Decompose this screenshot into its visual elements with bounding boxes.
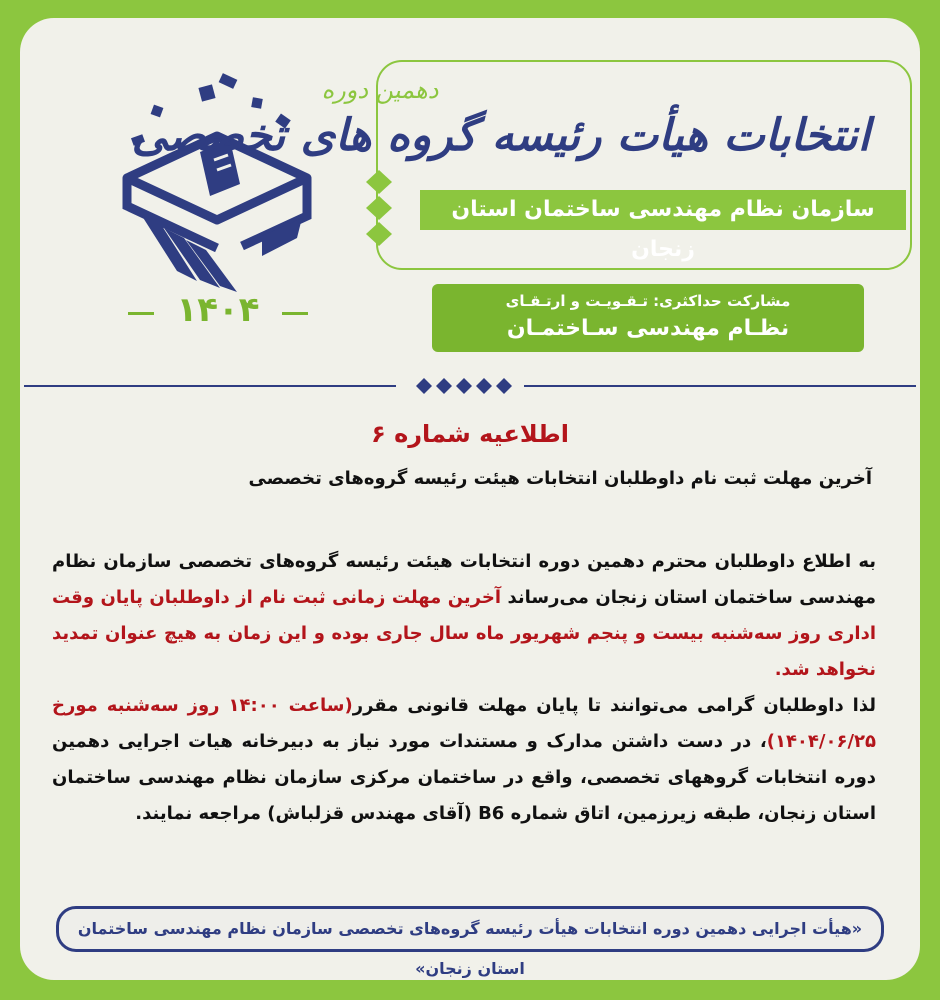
- year-text: ۱۴۰۴: [176, 290, 260, 330]
- ballot-box-logo: [102, 66, 332, 296]
- announcement-body: [52, 544, 876, 832]
- announcement-title: اطلاعیه شماره ۶: [371, 420, 569, 448]
- year-dash-right: [282, 312, 308, 315]
- participation-banner: [432, 284, 864, 352]
- paragraph-1-text: به اطلاع داوطلبان محترم دهمین دوره انتخابات هیئت رئیسه گروه‌های تخصصی سازمان نظام مهندسی ساختمان استان زنجان می‌رساند: [52, 551, 876, 608]
- section-divider: [20, 375, 920, 397]
- announcement-card: [20, 18, 920, 980]
- participation-slogan: مشارکت حداکثری: تـقـویـت و ارتـقـای: [505, 292, 791, 310]
- paragraph-2: [52, 688, 876, 832]
- announcement-subtitle: آخرین مهلت ثبت نام داوطلبان انتخابات هیئت رئیسه گروه‌های تخصصی: [248, 468, 872, 489]
- paragraph-2-text-b: ، در دست داشتن مدارک و مستندات مورد نیاز به دبیرخانه هیات اجرایی دهمین دوره انتخابات گروههای تخصصی، واقع در ساختمان مرکزی سازمان نظام مهندسی ساختمان استان زنجان، طبقه زیرزمین، اتاق شماره B6 (آقای مهندس قزلباش) مراجعه نمایند.: [52, 731, 876, 824]
- organization-banner: سازمان نظام مهندسی ساختمان استان زنجان: [420, 190, 906, 230]
- year-badge: [128, 290, 308, 348]
- diamond-decoration-icon: [362, 168, 396, 246]
- signature-footer: «هیأت اجرایی دهمین دوره انتخابات هیأت رئیسه گروه‌های تخصصی سازمان نظام مهندسی ساختمان استان زنجان»: [56, 906, 884, 952]
- paragraph-2-text-a: لذا داوطلبان گرامی می‌توانند تا پایان مهلت قانونی مقرر: [352, 695, 876, 716]
- paragraph-1: [52, 544, 876, 688]
- participation-org: نظـام مهندسی سـاختمـان: [506, 316, 790, 341]
- deadline-highlight: آخرین مهلت زمانی ثبت نام از داوطلبان پایان وقت اداری روز سه‌شنبه بیست و پنجم شهریور ماه سال جاری بوده و این زمان به هیچ عنوان تمدید نخواهد شد.: [52, 587, 876, 680]
- election-title: انتخابات هیأت رئیسه گروه های تخصصی: [131, 110, 870, 161]
- title-edition: دهمین دوره: [321, 76, 439, 104]
- deadline-datetime: (ساعت ۱۴:۰۰ روز سه‌شنبه مورخ ۱۴۰۴/۰۶/۲۵): [52, 695, 876, 752]
